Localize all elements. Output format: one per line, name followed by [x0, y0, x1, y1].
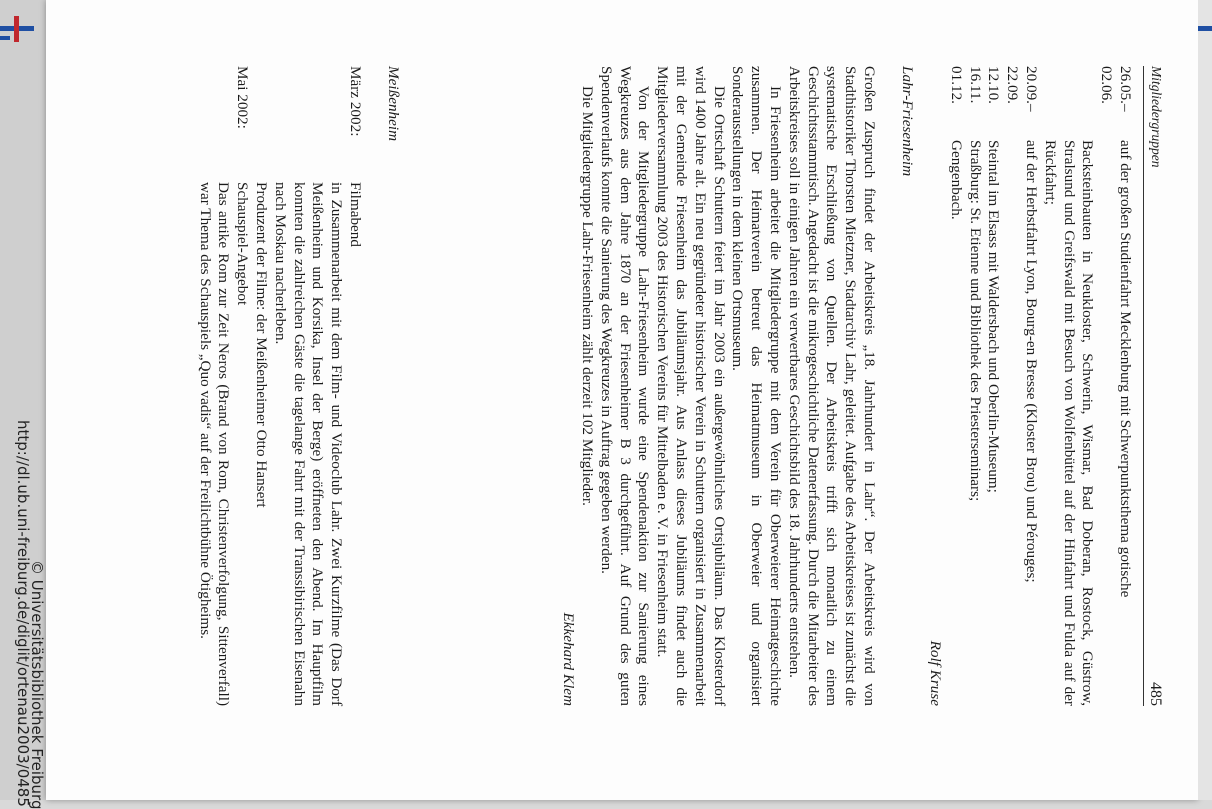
trip-list	[925, 66, 1134, 706]
event-text: in Zusammenarbeit mit dem Film- und Videoclub Lahr. Zwei Kurzfilme (Das Dorf Meißenheim und Korsika, Insel der Berge) eröffneten den Abend. Im Hauptfilm konnten die zahlreichen Gäste die tagelange Fahrt mit der Transsibirischen Eisenahn nach Moskau nacherleben.	[271, 182, 346, 706]
paragraph: Die Mitgliedergruppe Lahr-Friesenheim zählt derzeit 102 Mitglieder.	[579, 86, 597, 506]
section-body	[558, 66, 878, 706]
event-title: Schauspiel-Angebot	[234, 182, 252, 306]
trip-entry	[984, 66, 1003, 706]
section-title: Meißenheim	[385, 66, 402, 142]
trip-date: 12.10.	[985, 66, 1003, 104]
scanned-page	[46, 0, 1198, 800]
running-head: Mitgliedergruppen	[1148, 66, 1164, 168]
logo-blue-bar	[1198, 26, 1212, 31]
event-date: Mai 2002:	[234, 66, 252, 129]
trip-date: 01.12.	[947, 66, 965, 104]
event-entry	[232, 66, 251, 706]
trip-text: auf der großen Studienfahrt Mecklenburg mit Schwerpunktsthema gotische	[1117, 140, 1134, 598]
event-date: März 2002:	[347, 66, 364, 137]
trip-text: auf der Herbstfahrt Lyon, Bourg-en Bresse (Kloster Brou) und Pérouges;	[1023, 140, 1041, 583]
trip-text: Straßburg: St. Etienne und Bibliothek des Priesterseminars;	[966, 140, 984, 502]
trip-text: Gengenbach.	[947, 140, 965, 220]
paragraph: Von der Mitgliedergruppe Lahr-Friesenheim wurde eine Spendenaktion zur Sanierung eines Wegkreuzes aus dem Jahre 1870 an der Friesenheimer B 3 durchgeführt. Auf Grund des guten Spendenverlaufs konnte die Sanierung des Wegkreuzes in Auftrag gegeben werden.	[597, 66, 653, 706]
viewer-footer	[0, 0, 46, 809]
event-list	[195, 66, 364, 706]
signature: Rolf Kruse	[927, 640, 945, 706]
trip-text-continued: Backsteinbauten in Neukloster, Schwerin, Wismar, Bad Doberan, Rostock, Güstrow, Stralsund und Greifswald mit Besuch von Wolfenbüttel auf der Hinfahrt und Fulda auf der Rückfahrt;	[1041, 140, 1097, 706]
page-header	[1143, 66, 1166, 706]
trip-text: Steintal im Elsass mit Waldersbach und Oberlin-Museum;	[985, 140, 1003, 493]
signature: Ekkehard Klem	[560, 612, 578, 706]
rotated-page-content	[46, 0, 1198, 800]
event-text: Das antike Rom zur Zeit Neros (Brand von Rom, Christenverfolgung, Sittenverfall) war Thema des Schauspiels „Quo vadis“ auf der Freilichtbühne Ötigheims.	[196, 182, 233, 706]
paragraph: Die Ortschaft Schuttern feiert im Jahr 2003 ein außergewöhnliches Ortsjubiläum. Das Klosterdorf wird 1400 Jahre alt. Ein neu gegründeter historischer Verein in Schuttern organisiert in Zusammenarbeit mit der Gemeinde Friesenheim das Jubiläumsjahr. Aus Anlass dieses Jubiläums findet auch die Mitgliederversammlung 2003 des Historischen Vereins für Mittelbaden e. V. in Friesenheim statt.	[654, 66, 728, 706]
event-entry	[345, 66, 364, 706]
event-text: Produzent der Filme: der Meißenheimer Otto Hansert	[253, 182, 271, 508]
trip-date: 26.05.–02.06.	[1098, 66, 1134, 112]
paragraph: In Friesenheim arbeitet die Mitgliedergruppe mit dem Verein für Oberweierer Heimatgeschichte zusammen. Der Heimatverein betreut das Heimatmuseum in Oberweier und organisiert Sonderausstellungen in dem kleinen Ortsmuseum.	[729, 66, 785, 706]
trip-date: 20.09.–22.09.	[1004, 66, 1041, 112]
event-title: Filmabend	[347, 182, 364, 247]
trip-entry	[965, 66, 984, 706]
section-title: Lahr-Friesenheim	[899, 66, 916, 177]
trip-date: 16.11.	[966, 66, 984, 104]
footer-url[interactable]: http://dl.ub.uni-freiburg.de/diglit/ortenau2003/0485	[14, 420, 32, 807]
library-logo-icon-right	[1196, 16, 1212, 52]
page-number: 485	[1146, 682, 1164, 706]
footer-copyright: © Universitätsbibliothek Freiburg	[28, 560, 46, 809]
paragraph: Großen Zuspruch findet der Arbeitskreis „18. Jahrhundert in Lahr“. Der Arbeitskreis wird von Stadthistoriker Thorsten Mietzner, Stadtarchiv Lahr, geleitet. Aufgabe des Arbeitskreises ist zunächst die systematische Erschließung von Quellen. Der Arbeitskreis trifft sich monatlich zu einem Geschichtsstammtisch. Angedacht ist die mikrogeschichtliche Datenerfassung. Durch die Mitarbeiter des Arbeitskreises soll in einigen Jahren ein verwertbares Geschichtsbild des 18. Jahrhunderts entstehen.	[785, 66, 878, 706]
trip-entry	[1002, 66, 1040, 706]
trip-entry	[946, 66, 965, 706]
trip-entry	[1096, 66, 1134, 706]
next-page-edge	[1198, 0, 1212, 800]
